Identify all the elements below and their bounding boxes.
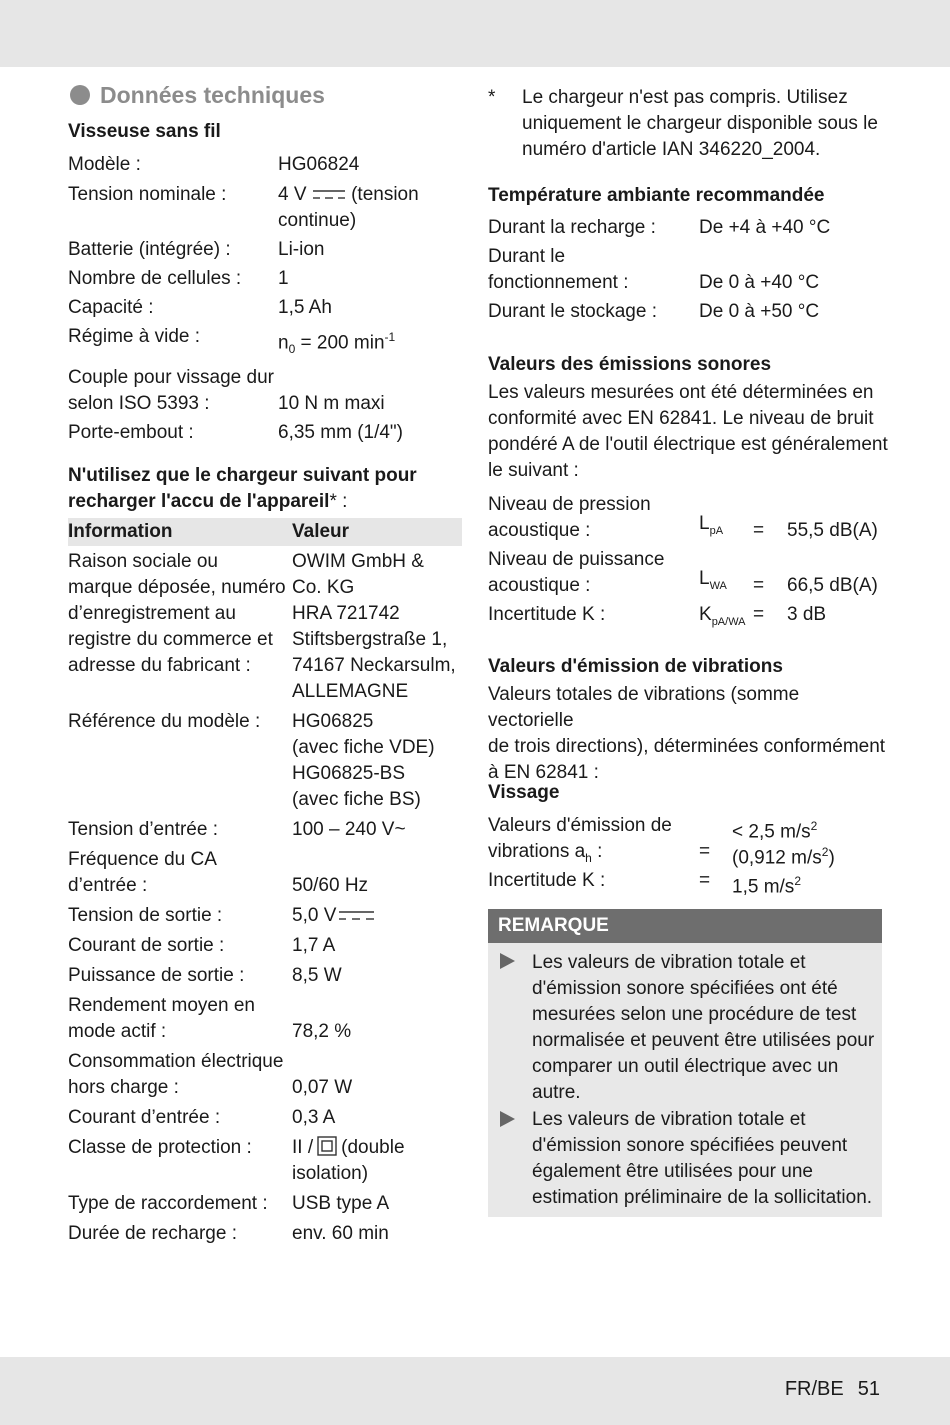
charger-label-line: Consommation électrique <box>68 1051 284 1072</box>
charger-value <box>292 1105 456 1135</box>
noise-value: 3 dB <box>787 604 827 625</box>
charger-value-line: (double <box>341 1137 405 1158</box>
charger-label <box>68 1105 292 1135</box>
charger-value-line: HG06825-BS <box>292 763 406 784</box>
charger-label-line: adresse du fabricant : <box>68 655 251 676</box>
spec-label: Tension nominale : <box>68 184 227 205</box>
charger-heading-mark: * : <box>329 491 348 512</box>
charger-value <box>292 847 456 903</box>
charger-table-header <box>68 518 462 546</box>
spec-label: Batterie (intégrée) : <box>68 239 231 260</box>
charger-label <box>68 1049 292 1105</box>
charger-row <box>68 1135 456 1191</box>
spec-row <box>68 263 419 292</box>
charger-value-line: II / <box>292 1137 314 1158</box>
noise-label-line: acoustique : <box>488 520 591 541</box>
charger-label-line: Rendement moyen en <box>68 995 255 1016</box>
noise-text-line: le suivant : <box>488 460 579 481</box>
temp-row <box>488 241 830 296</box>
charger-heading-line2: recharger l'accu de l'appareil <box>68 491 330 512</box>
col-header-info: Information <box>68 521 173 542</box>
charger-value-line: (avec fiche VDE) <box>292 737 435 758</box>
charger-label <box>68 1221 292 1251</box>
noise-eq: = <box>753 520 765 541</box>
charger-value-line: 50/60 Hz <box>292 875 369 896</box>
note-line: Le chargeur n'est pas compris. Utilisez <box>522 87 848 108</box>
temp-label: Durant le stockage : <box>488 301 657 322</box>
charger-value-line: 1,7 A <box>292 935 336 956</box>
vib-value-sup: 2 <box>821 845 829 859</box>
temperature-specs <box>488 215 883 325</box>
charger-label <box>68 1135 292 1191</box>
charger-label-line: Classe de protection : <box>68 1137 252 1158</box>
noise-label-line: Niveau de pression <box>488 494 651 515</box>
spec-row <box>68 362 419 417</box>
dc-symbol-icon <box>312 187 346 201</box>
charger-value-line: 5,0 V <box>292 905 337 926</box>
charger-rows <box>68 549 456 1251</box>
spec-value-main: n <box>278 332 289 354</box>
charger-heading <box>68 463 468 515</box>
section-title-text: Données techniques <box>100 82 325 108</box>
noise-symbol-main: L <box>699 568 710 590</box>
charger-value <box>292 963 456 993</box>
charger-label-line: Fréquence du CA <box>68 849 217 870</box>
remark-line: normalisée et peuvent être utilisées pour <box>532 1030 875 1051</box>
spec-label: Modèle : <box>68 154 141 175</box>
section-title <box>68 82 325 109</box>
charger-label-line: Référence du modèle : <box>68 711 261 732</box>
spec-value: HG06824 <box>278 154 360 175</box>
note-mark: * <box>488 87 496 108</box>
charger-value <box>292 709 456 817</box>
charger-label-line: Type de raccordement : <box>68 1193 268 1214</box>
charger-row <box>68 963 456 993</box>
charger-value-line: OWIM GmbH & <box>292 551 424 572</box>
charger-value-line: 0,3 A <box>292 1107 336 1128</box>
note-text <box>522 85 882 163</box>
charger-row <box>68 933 456 963</box>
spec-value <box>278 182 419 234</box>
temp-label-line: Durant le <box>488 246 566 267</box>
charger-value-line: 100 – 240 V~ <box>292 819 406 840</box>
page-footer <box>785 1378 880 1401</box>
charger-label-line: Raison sociale ou <box>68 551 218 572</box>
noise-text <box>488 380 888 484</box>
noise-text-line: pondéré A de l'outil électrique est généralement <box>488 434 888 455</box>
remark-body <box>488 943 882 1217</box>
spec-row <box>68 417 419 446</box>
spec-value: 10 N m maxi <box>278 393 385 415</box>
noise-values <box>488 492 888 635</box>
charger-value <box>292 817 456 847</box>
charger-label-line: registre du commerce et <box>68 629 273 650</box>
charger-label-line: Tension de sortie : <box>68 905 223 926</box>
spec-value: 1,5 Ah <box>278 297 332 318</box>
charger-heading-line1: N'utilisez que le chargeur suivant pour <box>68 465 417 486</box>
charger-value-line: HG06825 <box>292 711 374 732</box>
charger-label-line: Courant d’entrée : <box>68 1107 221 1128</box>
noise-symbol-main: K <box>699 604 712 625</box>
noise-text-line: Les valeurs mesurées ont été déterminées en <box>488 382 874 403</box>
vib-value-sup: 2 <box>794 874 801 888</box>
spec-value-line2: continue) <box>278 210 357 231</box>
vib-value-sup: 2 <box>810 819 818 833</box>
dc-symbol-icon <box>336 908 376 922</box>
noise-label <box>488 544 699 599</box>
vib-label-3: Incertitude K : <box>488 870 606 891</box>
vib-value-text: (0,912 m/s <box>732 847 822 869</box>
temp-label-line: fonctionnement : <box>488 272 629 293</box>
temp-row <box>488 215 830 241</box>
remark-line: d'émission sonore spécifiées ont été <box>532 978 838 999</box>
remark-line: également être utilisées pour une <box>532 1161 813 1182</box>
charger-value-line: env. 60 min <box>292 1223 389 1244</box>
noise-label-line: Niveau de puissance <box>488 549 665 570</box>
screwdriver-heading: Visseuse sans fil <box>68 121 221 142</box>
remark-item <box>532 1107 877 1211</box>
spec-value-suffix: (tension <box>345 184 419 205</box>
noise-row <box>488 599 878 635</box>
bullet-icon <box>70 85 90 105</box>
vibration-heading: Valeurs d'émission de vibrations <box>488 656 783 677</box>
charger-value-line: Stiftsbergstraße 1, <box>292 629 448 650</box>
charger-value <box>292 1049 456 1105</box>
charger-label-line: mode actif : <box>68 1021 167 1042</box>
noise-text-line: conformité avec EN 62841. Le niveau de bruit <box>488 408 874 429</box>
vib-label-end: : <box>591 841 603 862</box>
noise-symbol <box>699 544 753 599</box>
note-line: uniquement le chargeur disponible sous le <box>522 113 878 134</box>
spec-label <box>68 362 278 417</box>
remark-heading: REMARQUE <box>488 909 882 943</box>
remark-line: mesurées selon une procédure de test <box>532 1004 857 1025</box>
remark-line: autre. <box>532 1082 581 1103</box>
spec-value <box>278 321 419 362</box>
vib-label-text: vibrations a <box>488 841 586 862</box>
charger-value-line: USB type A <box>292 1193 390 1214</box>
spec-row <box>68 292 419 321</box>
charger-label-line: marque déposée, numéro <box>68 577 286 598</box>
noise-heading: Valeurs des émissions sonores <box>488 354 772 375</box>
temp-label <box>488 241 699 296</box>
charger-row <box>68 817 456 847</box>
charger-label <box>68 817 292 847</box>
charger-row <box>68 847 456 903</box>
noise-symbol-main: L <box>699 513 710 535</box>
charger-label-line: d’entrée : <box>68 875 148 896</box>
remark-item <box>532 950 877 1106</box>
noise-label <box>488 492 699 544</box>
footer-locale: FR/BE <box>784 1378 844 1400</box>
charger-value <box>292 993 456 1049</box>
charger-label <box>68 709 292 817</box>
charger-row <box>68 1105 456 1135</box>
temp-label: Durant la recharge : <box>488 217 656 238</box>
col-header-value: Valeur <box>292 521 350 542</box>
noise-value: 66,5 dB(A) <box>787 575 878 596</box>
remark-line: d'émission sonore spécifiées peuvent <box>532 1135 848 1156</box>
vibration-text-line: Valeurs totales de vibrations (somme vectorielle <box>488 684 800 731</box>
remark-line: estimation préliminaire de la sollicitation. <box>532 1187 873 1208</box>
noise-eq: = <box>753 604 765 625</box>
spec-row <box>68 321 419 362</box>
charger-label-line: Puissance de sortie : <box>68 965 245 986</box>
vib-value-text: 1,5 m/s <box>732 876 795 898</box>
charger-label <box>68 549 292 709</box>
charger-value <box>292 1135 456 1191</box>
noise-row <box>488 544 878 599</box>
remark-line: Les valeurs de vibration totale et <box>532 952 806 973</box>
charger-label <box>68 993 292 1049</box>
vib-eq-2: = <box>699 841 711 862</box>
page-number: 51 <box>857 1378 880 1400</box>
spec-row <box>68 152 419 182</box>
noise-eq: = <box>753 575 765 596</box>
charger-label <box>68 933 292 963</box>
spec-label: Régime à vide : <box>68 326 201 347</box>
spec-row <box>68 234 419 263</box>
charger-row <box>68 1221 456 1251</box>
screwdriver-specs <box>68 152 463 446</box>
charger-label <box>68 963 292 993</box>
vib-label-2 <box>488 839 602 871</box>
noise-symbol-sub: WA <box>709 580 727 592</box>
charger-row <box>68 993 456 1049</box>
spec-value-main: 4 V <box>278 184 307 205</box>
remark-line: Les valeurs de vibration totale et <box>532 1109 806 1130</box>
charger-row <box>68 903 456 933</box>
vib-label-1: Valeurs d'émission de <box>488 815 672 836</box>
play-arrow-icon <box>500 1111 515 1133</box>
vib-value-end: ) <box>828 847 835 869</box>
noise-label: Incertitude K : <box>488 604 606 625</box>
vib-value-2 <box>732 839 835 871</box>
remark-line: comparer un outil électrique avec un <box>532 1056 839 1077</box>
vibration-text-line: de trois directions), déterminées conformément <box>488 736 886 757</box>
spec-value: 6,35 mm (1/4") <box>278 422 404 444</box>
vib-value-3 <box>732 868 801 900</box>
spec-label: Nombre de cellules : <box>68 268 242 289</box>
charger-row <box>68 1049 456 1105</box>
temperature-heading: Température ambiante recommandée <box>488 185 825 206</box>
temp-row <box>488 296 830 325</box>
charger-row <box>68 709 456 817</box>
spec-value-sup: -1 <box>384 330 396 344</box>
charger-label-line: hors charge : <box>68 1077 179 1098</box>
vibration-subheading: Vissage <box>488 782 560 803</box>
vib-label-sub: h <box>585 850 592 865</box>
charger-value-line: HRA 721742 <box>292 603 400 624</box>
spec-label: Porte-embout : <box>68 422 194 444</box>
temp-value: De 0 à +40 °C <box>699 272 820 293</box>
charger-value-line: 0,07 W <box>292 1077 353 1098</box>
charger-value-line: (avec fiche BS) <box>292 789 421 810</box>
noise-symbol <box>699 492 753 544</box>
noise-row <box>488 492 878 544</box>
charger-value <box>292 1221 456 1251</box>
vibration-text <box>488 682 888 786</box>
vib-value-text: < 2,5 m/s <box>732 821 811 843</box>
charger-value-line: ALLEMAGNE <box>292 681 409 702</box>
charger-label <box>68 847 292 903</box>
charger-row <box>68 1191 456 1221</box>
vibration-text-line: à EN 62841 : <box>488 762 599 783</box>
charger-value <box>292 1191 456 1221</box>
spec-value: 1 <box>278 268 289 289</box>
top-band <box>0 0 950 67</box>
spec-row <box>68 182 419 234</box>
charger-value-line: isolation) <box>292 1163 369 1184</box>
spec-value: Li-ion <box>278 239 325 260</box>
charger-label-line: Durée de recharge : <box>68 1223 237 1244</box>
charger-value <box>292 549 456 709</box>
noise-symbol <box>699 599 753 635</box>
vib-eq-3: = <box>699 870 711 891</box>
play-arrow-icon <box>500 953 515 975</box>
charger-value-line: 78,2 % <box>292 1021 352 1042</box>
noise-symbol-sub: pA/WA <box>711 615 746 628</box>
charger-value-line: 8,5 W <box>292 965 342 986</box>
temp-value: De 0 à +50 °C <box>699 301 820 322</box>
charger-row <box>68 549 456 709</box>
note-line: numéro d'article IAN 346220_2004. <box>522 139 821 160</box>
spec-value-mid: = 200 min <box>295 332 385 354</box>
spec-value-sub: 0 <box>288 342 296 357</box>
charger-label-line: d’enregistrement au <box>68 603 236 624</box>
charger-label-line: Courant de sortie : <box>68 935 225 956</box>
charger-label <box>68 903 292 933</box>
noise-label-line: acoustique : <box>488 575 591 596</box>
spec-label: Capacité : <box>68 297 154 318</box>
charger-label <box>68 1191 292 1221</box>
charger-table <box>68 518 462 1251</box>
charger-label-line: Tension d’entrée : <box>68 819 218 840</box>
noise-value: 55,5 dB(A) <box>787 520 878 541</box>
spec-label-line: Couple pour vissage dur <box>68 367 274 389</box>
double-insulation-icon <box>313 1136 341 1156</box>
temp-value: De +4 à +40 °C <box>699 217 831 238</box>
charger-value-line: Co. KG <box>292 577 355 598</box>
charger-value <box>292 933 456 963</box>
noise-symbol-sub: pA <box>709 525 724 537</box>
charger-value <box>292 903 456 933</box>
charger-value-line: 74167 Neckarsulm, <box>292 655 456 676</box>
spec-label-line: selon ISO 5393 : <box>68 393 210 415</box>
